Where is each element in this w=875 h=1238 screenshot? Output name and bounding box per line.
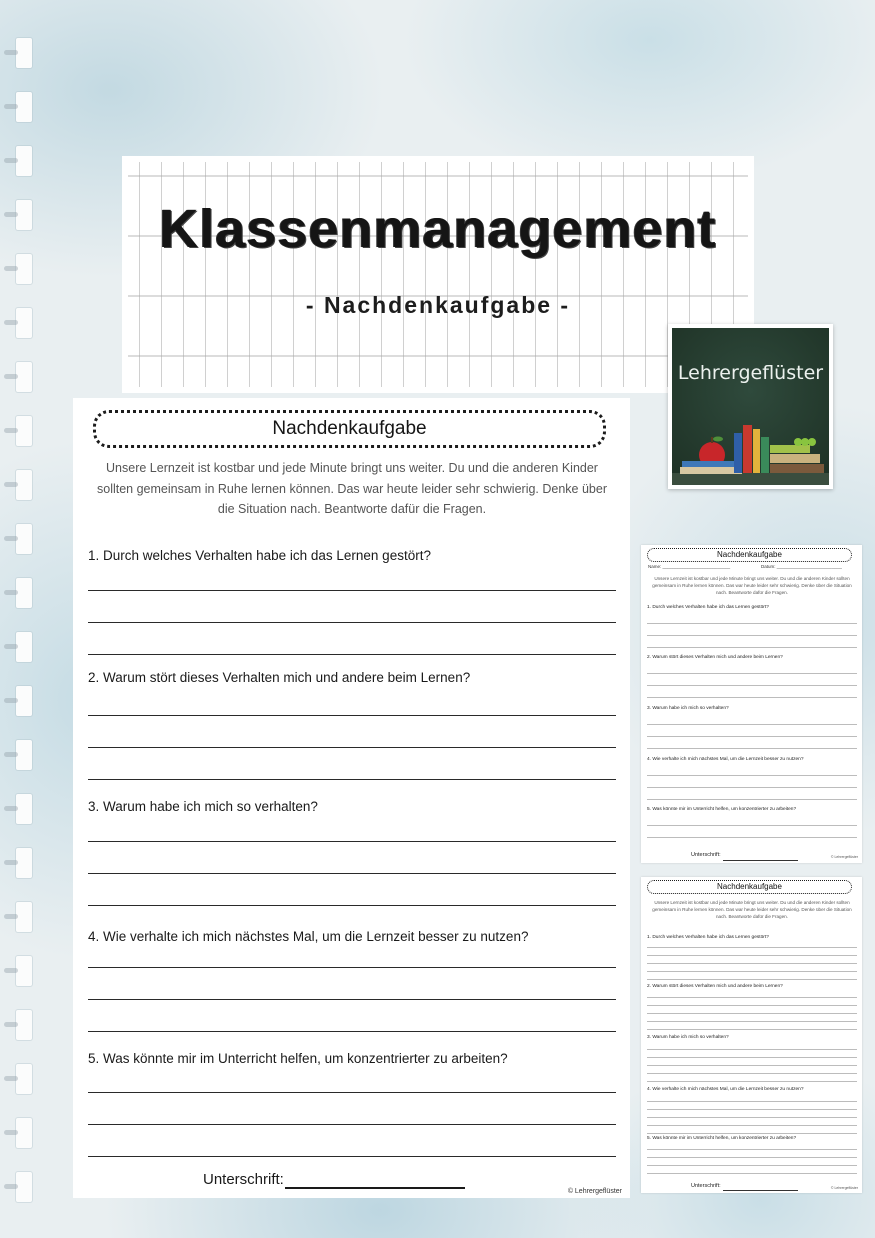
preview-line [647,1073,857,1074]
preview-line [647,1005,857,1006]
preview-line [647,947,857,948]
preview-line [647,775,857,776]
preview-line [647,979,857,980]
answer-line[interactable] [88,779,616,780]
binding-hole [16,956,32,986]
binding-hole [16,686,32,716]
preview-line [647,837,857,838]
binding-hole [16,1172,32,1202]
binding-hole [16,524,32,554]
binding-hole [16,740,32,770]
preview-line [647,635,857,636]
preview-line [647,799,857,800]
binding-hole [16,416,32,446]
answer-line[interactable] [88,1124,616,1125]
preview-copyright: © Lehrergeflüster [830,1186,858,1190]
preview-question-5: 5. Was könnte mir im Unterricht helfen, um konzentrierter zu arbeiten? [647,1136,797,1141]
binding-hole [16,1010,32,1040]
preview-question-1: 1. Durch welches Verhalten habe ich das Lernen gestört? [647,605,769,610]
answer-line[interactable] [88,905,616,906]
binding-hole [16,254,32,284]
preview-line [647,963,857,964]
worksheet-heading: Nachdenkaufgabe [93,410,606,448]
preview-intro: Unsere Lernzeit ist kostbar und jede Minute bringt uns weiter. Du und die anderen Kinder sollten gemeinsam in Ruhe lernen können. Das war heute leider sehr schwierig. Denke über die Situation nach. Beantworte dafür die Fragen. [652,900,852,919]
preview-line [647,1013,857,1014]
answer-line[interactable] [88,873,616,874]
binding-hole [16,92,32,122]
binding-hole [16,362,32,392]
preview-line [647,787,857,788]
preview-line [647,1029,857,1030]
answer-line[interactable] [88,622,616,623]
preview-heading: Nachdenkaufgabe [647,548,852,562]
preview-signature-label: Unterschrift: [691,852,721,858]
binding-hole [16,38,32,68]
preview-line [647,748,857,749]
binding-hole [16,902,32,932]
spiral-binding [6,0,42,1238]
binding-hole [16,578,32,608]
preview-line [647,1081,857,1082]
preview-line [647,697,857,698]
preview-question-3: 3. Warum habe ich mich so verhalten? [647,706,729,711]
lehrergefluester-logo [668,324,833,489]
signature-line[interactable] [285,1187,465,1189]
binding-hole [16,1118,32,1148]
worksheet [73,398,630,1198]
preview-line [647,1049,857,1050]
signature-label: Unterschrift: [203,1171,284,1188]
binding-hole [16,308,32,338]
preview-line [647,971,857,972]
preview-line [647,955,857,956]
preview-heading: Nachdenkaufgabe [647,880,852,894]
preview-date-field: Datum: __________________________ [761,564,842,569]
answer-line[interactable] [88,1092,616,1093]
answer-line[interactable] [88,654,616,655]
binding-hole [16,1064,32,1094]
question-1: 1. Durch welches Verhalten habe ich das Lernen gestört? [88,548,431,563]
preview-line [647,1165,857,1166]
copyright: © Lehrergeflüster [567,1188,622,1195]
preview-worksheet-2 [641,877,862,1193]
preview-worksheet-1 [641,545,862,863]
question-3: 3. Warum habe ich mich so verhalten? [88,799,318,814]
title-banner [128,162,748,387]
answer-line[interactable] [88,841,616,842]
preview-line [647,1133,857,1134]
preview-line [647,736,857,737]
question-4: 4. Wie verhalte ich mich nächstes Mal, um die Lernzeit besser zu nutzen? [88,929,529,944]
preview-copyright: © Lehrergeflüster [830,855,858,859]
preview-line [647,1057,857,1058]
binding-hole [16,200,32,230]
worksheet-intro: Unsere Lernzeit ist kostbar und jede Minute bringt uns weiter. Du und die anderen Kinder sollten gemeinsam in Ruhe lernen können. Das war heute leider sehr schwierig. Denke über die Situation nach. Beantworte dafür die Fragen. [97,461,607,516]
binding-hole [16,794,32,824]
binding-hole [16,848,32,878]
answer-line[interactable] [88,999,616,1000]
preview-question-5: 5. Was könnte mir im Unterricht helfen, um konzentrierter zu arbeiten? [647,807,797,812]
preview-intro: Unsere Lernzeit ist kostbar und jede Minute bringt uns weiter. Du und die anderen Kinder sollten gemeinsam in Ruhe lernen können. Das war heute leider sehr schwierig. Denke über die Situation nach. Beantworte dafür die Fragen. [652,576,852,595]
preview-name-field: Name: ___________________________ [648,564,731,569]
preview-line [647,724,857,725]
preview-question-2: 2. Warum stört dieses Verhalten mich und andere beim Lernen? [647,655,783,660]
preview-question-3: 3. Warum habe ich mich so verhalten? [647,1035,729,1040]
answer-line[interactable] [88,1031,616,1032]
binding-hole [16,632,32,662]
binding-hole [16,470,32,500]
preview-line [647,647,857,648]
preview-question-2: 2. Warum stört dieses Verhalten mich und andere beim Lernen? [647,984,783,989]
preview-signature-line [723,1190,798,1191]
preview-line [647,1109,857,1110]
preview-line [647,997,857,998]
answer-line[interactable] [88,967,616,968]
preview-line [647,623,857,624]
preview-line [647,673,857,674]
preview-line [647,1021,857,1022]
logo-text: Lehrergeflüster [677,362,824,384]
answer-line[interactable] [88,747,616,748]
preview-signature-label: Unterschrift: [691,1183,721,1189]
banner-subtitle: - Nachdenkaufgabe - [305,292,571,318]
preview-line [647,685,857,686]
binding-hole [16,146,32,176]
preview-line [647,1157,857,1158]
preview-line [647,825,857,826]
question-2: 2. Warum stört dieses Verhalten mich und andere beim Lernen? [88,670,471,685]
preview-signature-line [723,860,798,861]
books-apple-icon [672,415,829,485]
answer-line[interactable] [88,1156,616,1157]
preview-question-4: 4. Wie verhalte ich mich nächstes Mal, um die Lernzeit besser zu nutzen? [647,1087,804,1092]
preview-line [647,1125,857,1126]
preview-question-4: 4. Wie verhalte ich mich nächstes Mal, um die Lernzeit besser zu nutzen? [647,757,804,762]
preview-line [647,1173,857,1174]
preview-line [647,1101,857,1102]
banner-title: Klassenmanagement [159,199,717,259]
preview-line [647,1065,857,1066]
answer-line[interactable] [88,715,616,716]
preview-line [647,1117,857,1118]
preview-line [647,1149,857,1150]
preview-question-1: 1. Durch welches Verhalten habe ich das Lernen gestört? [647,935,769,940]
question-5: 5. Was könnte mir im Unterricht helfen, um konzentrierter zu arbeiten? [88,1051,508,1066]
answer-line[interactable] [88,590,616,591]
